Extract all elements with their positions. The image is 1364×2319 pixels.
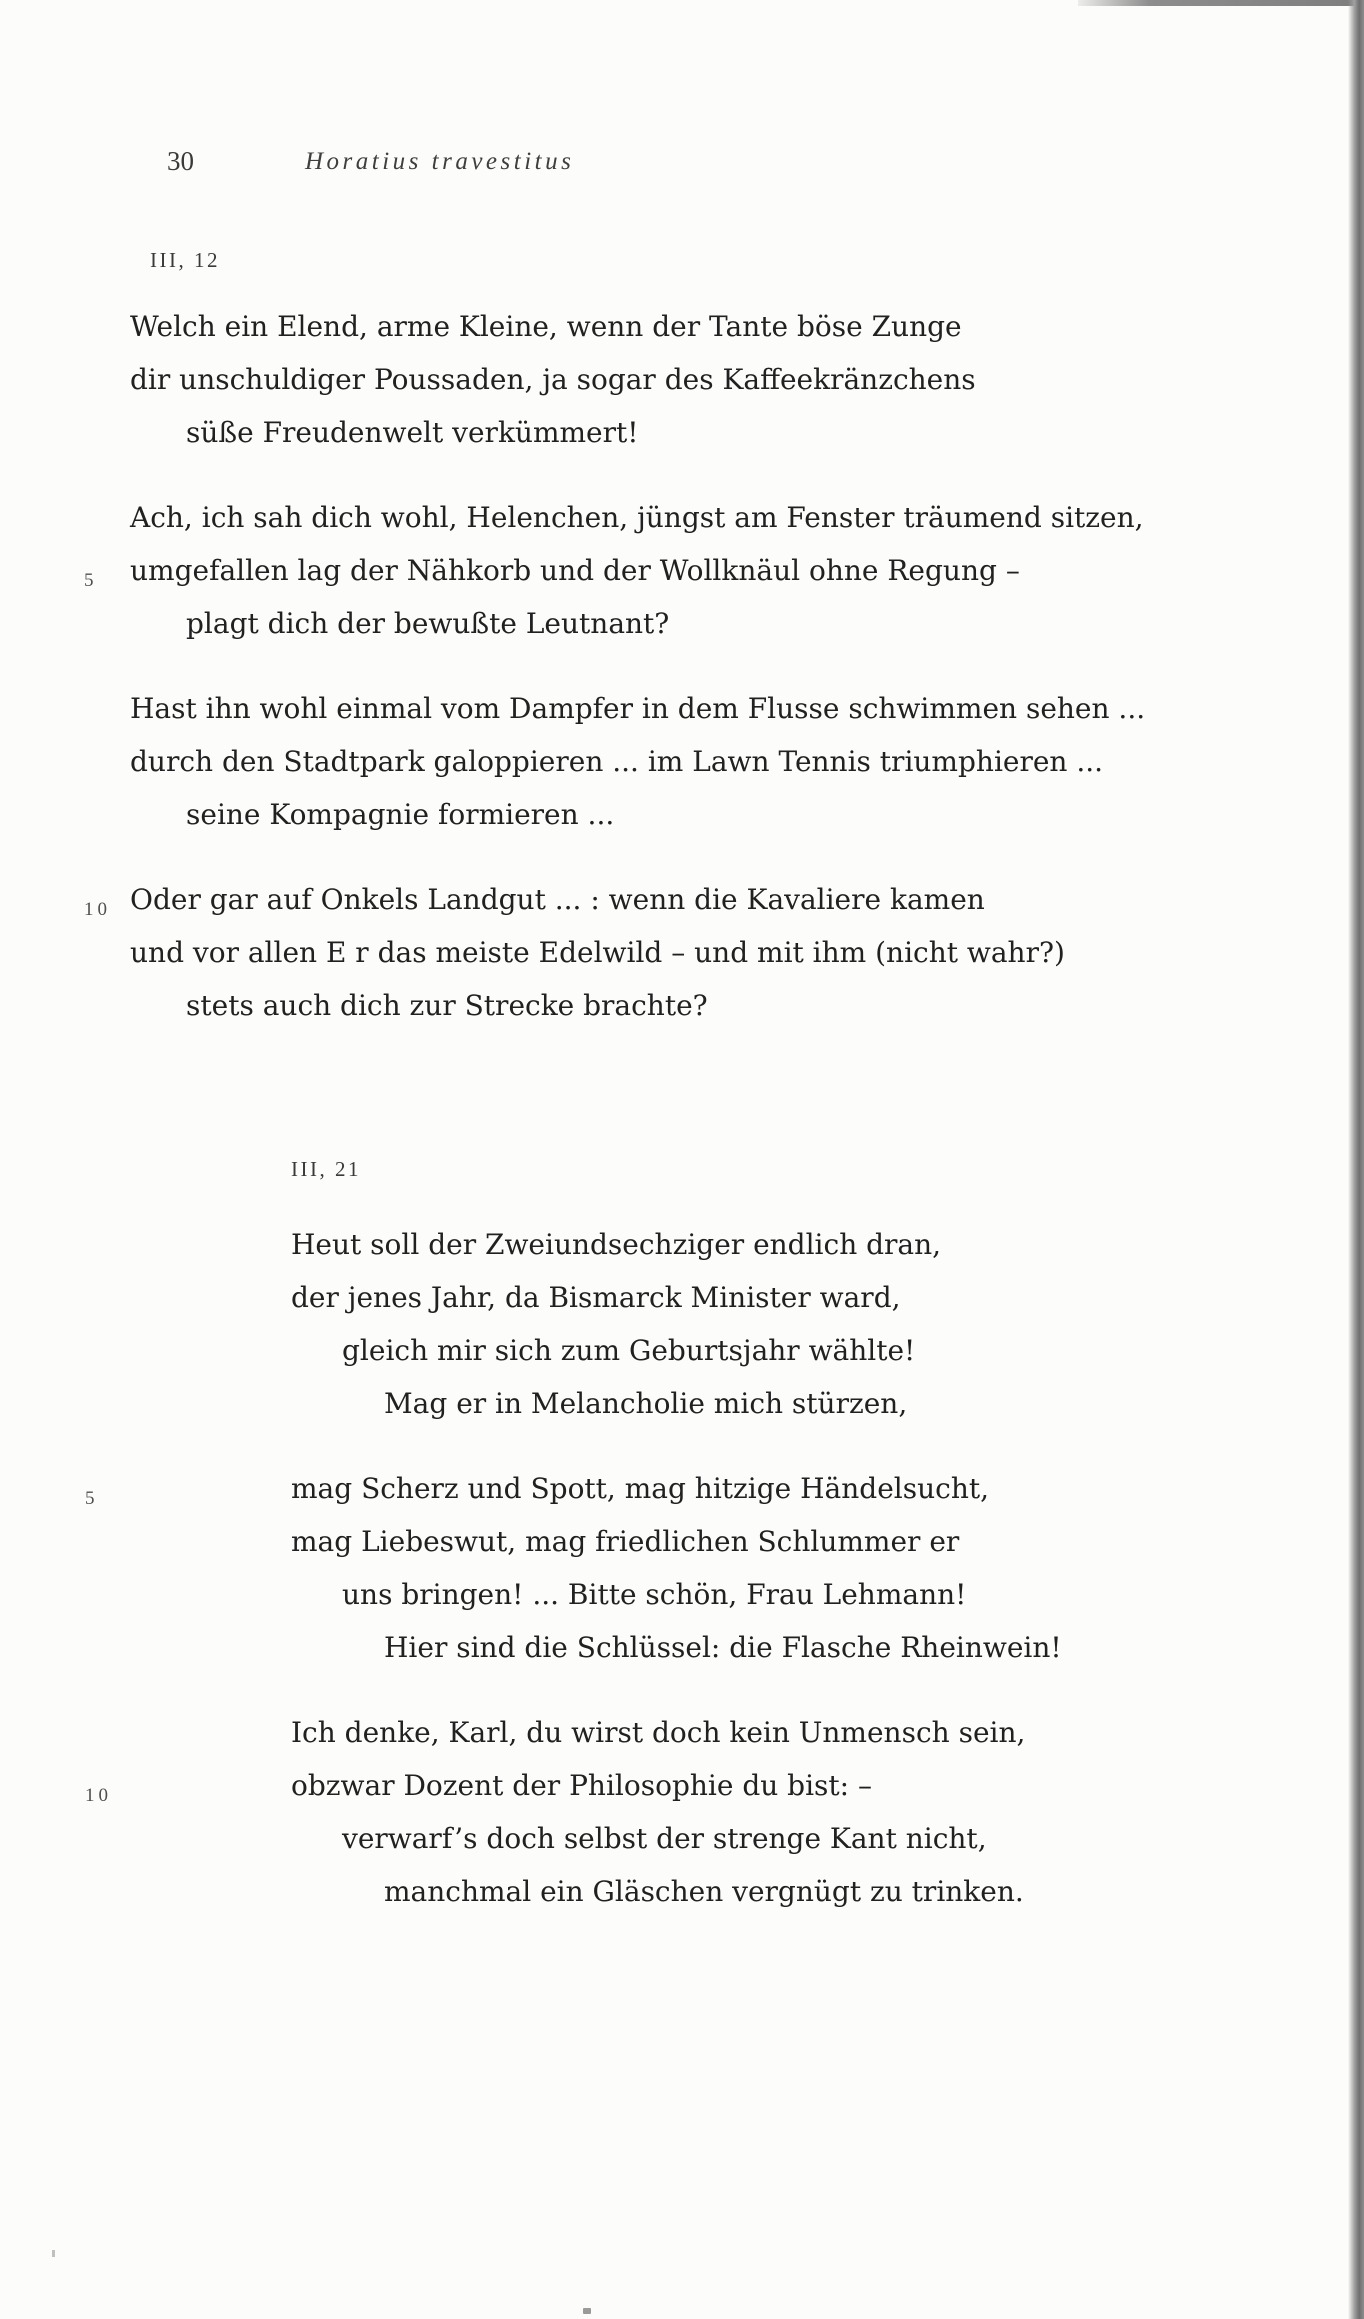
- scan-shadow-top: [1078, 0, 1364, 6]
- verse-line: [130, 682, 1145, 735]
- scan-speck: [52, 2250, 55, 2257]
- verse-number: 10: [84, 899, 111, 920]
- verse-line: [291, 1568, 1062, 1621]
- verse-line: [130, 926, 1145, 979]
- verse-text: dir unschuldiger Poussaden, ja sogar des Kaffeekränzchens: [130, 363, 976, 396]
- verse-text: Mag er in Melancholie mich stürzen,: [384, 1387, 908, 1420]
- verse-text: der jenes Jahr, da Bismarck Minister ward,: [291, 1281, 901, 1314]
- verse-line: [130, 597, 1145, 650]
- verse-text: umgefallen lag der Nähkorb und der Wollknäul ohne Regung –: [130, 554, 1020, 587]
- verse-text: und vor allen E r das meiste Edelwild – und mit ihm (nicht wahr?): [130, 936, 1065, 969]
- verse-text: Hast ihn wohl einmal vom Dampfer in dem Flusse schwimmen sehen ...: [130, 692, 1146, 725]
- verse-line: [291, 1377, 1062, 1430]
- stanza: [85, 1706, 1062, 1918]
- verse-line: [291, 1706, 1062, 1759]
- verse-line: [130, 300, 1145, 353]
- verse-line: [130, 735, 1145, 788]
- verse-line: [291, 1812, 1062, 1865]
- verse-line: [130, 979, 1145, 1032]
- verse-text: süße Freudenwelt verkümmert!: [186, 416, 639, 449]
- stanza: [84, 491, 1145, 650]
- verse-text: manchmal ein Gläschen vergnügt zu trinken.: [384, 1875, 1024, 1908]
- page-number: 30: [167, 146, 194, 176]
- verse-text: Ich denke, Karl, du wirst doch kein Unmensch sein,: [291, 1716, 1026, 1749]
- verse-number: 10: [85, 1785, 112, 1806]
- verse-text: durch den Stadtpark galoppieren ... im Lawn Tennis triumphieren ...: [130, 745, 1104, 778]
- verse-text: Ach, ich sah dich wohl, Helenchen, jüngst am Fenster träumend sitzen,: [130, 501, 1144, 534]
- verse-number: 5: [84, 570, 98, 591]
- verse-text: plagt dich der bewußte Leutnant?: [186, 607, 670, 640]
- stanza: [85, 1462, 1062, 1674]
- poem-label-iii-21: III, 21: [291, 1157, 361, 1181]
- verse-text: Oder gar auf Onkels Landgut ... : wenn die Kavaliere kamen: [130, 883, 985, 916]
- running-title: Horatius travestitus: [305, 148, 575, 175]
- verse-line: [291, 1324, 1062, 1377]
- verse-line: [130, 406, 1145, 459]
- scan-shadow-right-edge: [1348, 0, 1364, 2319]
- stanza: [291, 1218, 1062, 1430]
- verse-line: [85, 1759, 1062, 1812]
- verse-text: mag Scherz und Spott, mag hitzige Händelsucht,: [291, 1472, 990, 1505]
- verse-line: [291, 1865, 1062, 1918]
- verse-line: [291, 1515, 1062, 1568]
- verse-text: stets auch dich zur Strecke brachte?: [186, 989, 708, 1022]
- verse-line: [84, 873, 1145, 926]
- verse-text: Heut soll der Zweiundsechziger endlich dran,: [291, 1228, 942, 1261]
- verse-line: [130, 491, 1145, 544]
- verse-line: [291, 1218, 1062, 1271]
- scan-speck: [583, 2308, 591, 2314]
- verse-text: seine Kompagnie formieren ...: [186, 798, 615, 831]
- verse-text: verwarf’s doch selbst der strenge Kant nicht,: [342, 1822, 987, 1855]
- stanza: [84, 873, 1145, 1032]
- poem-iii-21: [85, 1218, 1062, 1950]
- verse-text: gleich mir sich zum Geburtsjahr wählte!: [342, 1334, 916, 1367]
- running-header: [0, 146, 1364, 188]
- verse-text: obzwar Dozent der Philosophie du bist: –: [291, 1769, 873, 1802]
- verse-text: uns bringen! ... Bitte schön, Frau Lehmann!: [342, 1578, 967, 1611]
- verse-line: [84, 544, 1145, 597]
- verse-text: Hier sind die Schlüssel: die Flasche Rheinwein!: [384, 1631, 1062, 1664]
- verse-text: mag Liebeswut, mag friedlichen Schlummer er: [291, 1525, 960, 1558]
- poem-label-iii-12: III, 12: [150, 248, 220, 272]
- verse-line: [291, 1621, 1062, 1674]
- verse-line: [130, 353, 1145, 406]
- verse-number: 5: [85, 1488, 99, 1509]
- poem-iii-12: [84, 300, 1146, 1064]
- stanza: [130, 682, 1145, 841]
- stanza: [130, 300, 1145, 459]
- verse-line: [85, 1462, 1062, 1515]
- verse-line: [291, 1271, 1062, 1324]
- verse-text: Welch ein Elend, arme Kleine, wenn der Tante böse Zunge: [130, 310, 962, 343]
- verse-line: [130, 788, 1145, 841]
